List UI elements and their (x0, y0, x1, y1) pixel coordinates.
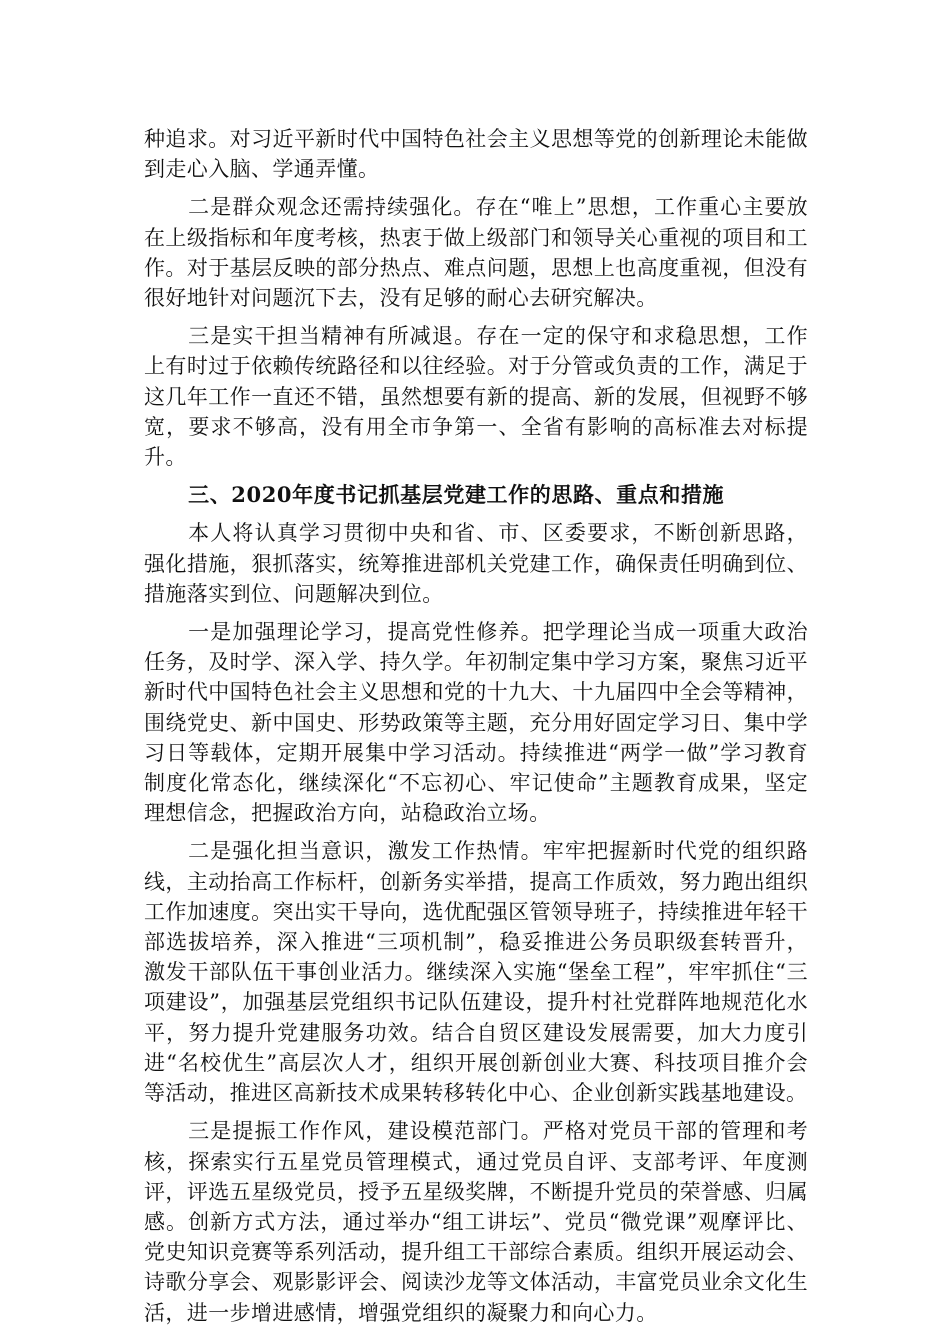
paragraph-work-style: 三是提振工作作风，建设模范部门。严格对党员干部的管理和考核，探索实行五星党员管理模式，通过党员自评、支部考评、年度测评，评选五星级党员，授予五星级奖牌，不断提升党员的荣誉感、归属感。创新方式方法，通过举办“组工讲坛”、党员“微党课”观摩评比、党史知识竞赛等系列活动，提升组工干部综合素质。组织开展运动会、诗歌分享会、观影影评会、阅读沙龙等文体活动，丰富党员业余文化生活，进一步增进感情，增强党组织的凝聚力和向心力。 (144, 1119, 808, 1325)
paragraph-continuation: 种追求。对习近平新时代中国特色社会主义思想等党的创新理论未能做到走心入脑、学通弄懂。 (144, 127, 808, 182)
paragraph-pragmatic-spirit: 三是实干担当精神有所减退。存在一定的保守和求稳思想，工作上有时过于依赖传统路径和以往经验。对于分管或负责的工作，满足于这几年工作一直还不错，虽然想要有新的提高、新的发展，但视野不够宽，要求不够高，没有用全市争第一、全省有影响的高标准去对标提升。 (144, 324, 808, 470)
paragraph-section-intro: 本人将认真学习贯彻中央和省、市、区委要求，不断创新思路，强化措施，狠抓落实，统筹推进部机关党建工作，确保责任明确到位、措施落实到位、问题解决到位。 (144, 521, 808, 606)
paragraph-theory-study: 一是加强理论学习，提高党性修养。把学理论当成一项重大政治任务，及时学、深入学、持久学。年初制定集中学习方案，聚焦习近平新时代中国特色社会主义思想和党的十九大、十九届四中全会等精神，围绕党史、新中国史、形势政策等主题，充分用好固定学习日、集中学习日等载体，定期开展集中学习活动。持续推进“两学一做”学习教育制度化常态化，继续深化“不忘初心、牢记使命”主题教育成果，坚定理想信念，把握政治方向，站稳政治立场。 (144, 620, 808, 826)
paragraph-responsibility: 二是强化担当意识，激发工作热情。牢牢把握新时代党的组织路线，主动抬高工作标杆，创新务实举措，提高工作质效，努力跑出组织工作加速度。突出实干导向，选优配强区管领导班子，持续推进年轻干部选拔培养，深入推进“三项机制”，稳妥推进公务员职级套转晋升，激发干部队伍干事创业活力。继续深入实施“堡垒工程”，牢牢抓住“三项建设”，加强基层党组织书记队伍建设，提升村社党群阵地规范化水平，努力提升党建服务功效。结合自贸区建设发展需要，加大力度引进“名校优生”高层次人才，组织开展创新创业大赛、科技项目推介会等活动，推进区高新技术成果转移转化中心、企业创新实践基地建设。 (144, 839, 808, 1106)
paragraph-mass-awareness: 二是群众观念还需持续强化。存在“唯上”思想，工作重心主要放在上级指标和年度考核，热衷于做上级部门和领导关心重视的项目和工作。对于基层反映的部分热点、难点问题，思想上也高度重视，但没有很好地针对问题沉下去，没有足够的耐心去研究解决。 (144, 195, 808, 311)
section-heading: 三、2020年度书记抓基层党建工作的思路、重点和措施 (188, 482, 725, 508)
document-page (144, 124, 808, 1336)
